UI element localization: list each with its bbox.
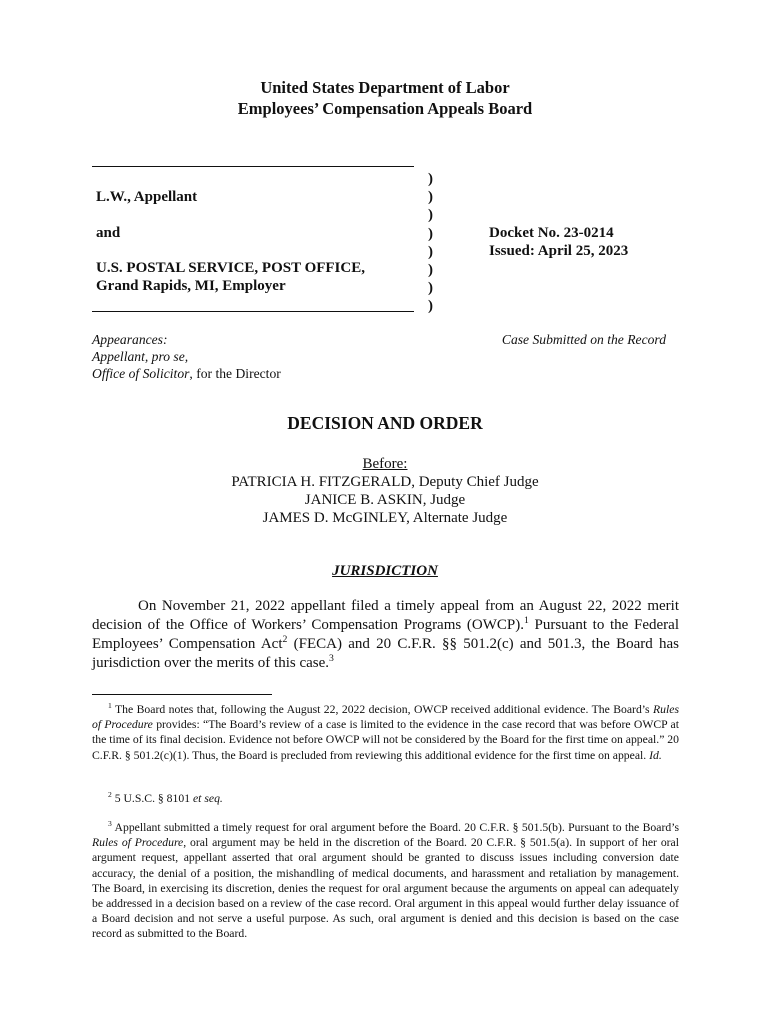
- agency-title: United States Department of Labor: [260, 78, 510, 97]
- judge-askin: JANICE B. ASKIN, Judge: [304, 492, 466, 509]
- appearances-label: Appearances:: [92, 332, 168, 347]
- footnote-separator: [92, 694, 272, 695]
- jurisdiction-heading: JURISDICTION: [332, 563, 438, 579]
- case-submitted-note: Case Submitted on the Record: [501, 332, 666, 347]
- footnote-ref-1[interactable]: 1: [523, 615, 529, 626]
- jurisdiction-paragraph: On November 21, 2022 appellant filed a timely appeal from an August 22, 2022 merit decision of the Office of Workers’ Compensation Programs (OWCP).$^1$ Pursuant to the Federal Employees’ Compensation Act$^2$ (FECA) and 20 C.F.R. §§ 501.2(c) and 501.3, the Board has jurisdiction over the merits of this case.$^3$: [92, 598, 679, 671]
- issued-date: Issued: April 25, 2023: [489, 243, 629, 259]
- judges-list: [0, 473, 770, 528]
- appearance-appellant: Appellant, pro se,: [92, 349, 189, 364]
- footnote-ref-2[interactable]: 2: [282, 634, 288, 645]
- footnote-1: $^1$ The Board notes that, following the August 22, 2022 decision, OWCP received additional evidence. The Board’s Rules of Procedure provides: “The Board’s review of a case is limited to the evidence in the case record that was before OWCP at the time of its final decision. Evidence not before OWCP will not be considered by the Board for the first time on appeal.” 20 C.F.R. § 501.2(c)(1). Thus, the Board is precluded from reviewing this additional evidence for the first time on appeal. Id.: [92, 701, 679, 762]
- board-title: Employees’ Compensation Appeals Board: [237, 99, 533, 118]
- appearance-solicitor: Office of Solicitor, for the Director: [92, 366, 281, 381]
- decision-title: DECISION AND ORDER: [287, 413, 483, 433]
- docket-number: Docket No. 23-0214: [489, 225, 614, 241]
- footnote-ref-3[interactable]: 3: [329, 653, 334, 664]
- footnote-2: $^2$ 5 U.S.C. § 8101 et seq.: [108, 790, 223, 805]
- footnote-3: $^3$ Appellant submitted a timely request for oral argument before the Board. 20 C.F.R. § 501.5(b). Pursuant to the Board’s Rules of Procedure, oral argument may be held in the discretion of the Board. 20 C.F.R. § 501.5(a). In support of her oral argument request, appellant asserted that oral argument should be granted to discuss issues including conversion date accuracy, the denial of a position, the mishandling of medical documents, and harassment and retaliation by management. The Board, in exercising its discretion, denies the request for oral argument because the arguments on appeal can adequately be addressed in a decision based on a review of the case record. Oral argument in this appeal would further delay issuance of a Board decision and not serve a useful purpose. As such, oral argument is denied and this decision is based on the case record as submitted to the Board.: [92, 819, 679, 941]
- employer-line2: Grand Rapids, MI, Employer: [96, 278, 286, 294]
- caption-top-rule: [92, 166, 414, 167]
- employer-line1: U.S. POSTAL SERVICE, POST OFFICE,: [96, 260, 365, 276]
- before-label: Before:: [362, 456, 408, 472]
- caption-bottom-rule: [92, 311, 414, 312]
- caption-and: and: [96, 225, 121, 241]
- appellant-name: L.W., Appellant: [96, 189, 198, 205]
- judge-mcginley: JAMES D. McGINLEY, Alternate Judge: [262, 510, 508, 527]
- judge-fitzgerald: PATRICIA H. FITZGERALD, Deputy Chief Judge: [231, 474, 539, 490]
- caption-parentheses: ) ) ) ) ) ) ) ): [428, 171, 433, 315]
